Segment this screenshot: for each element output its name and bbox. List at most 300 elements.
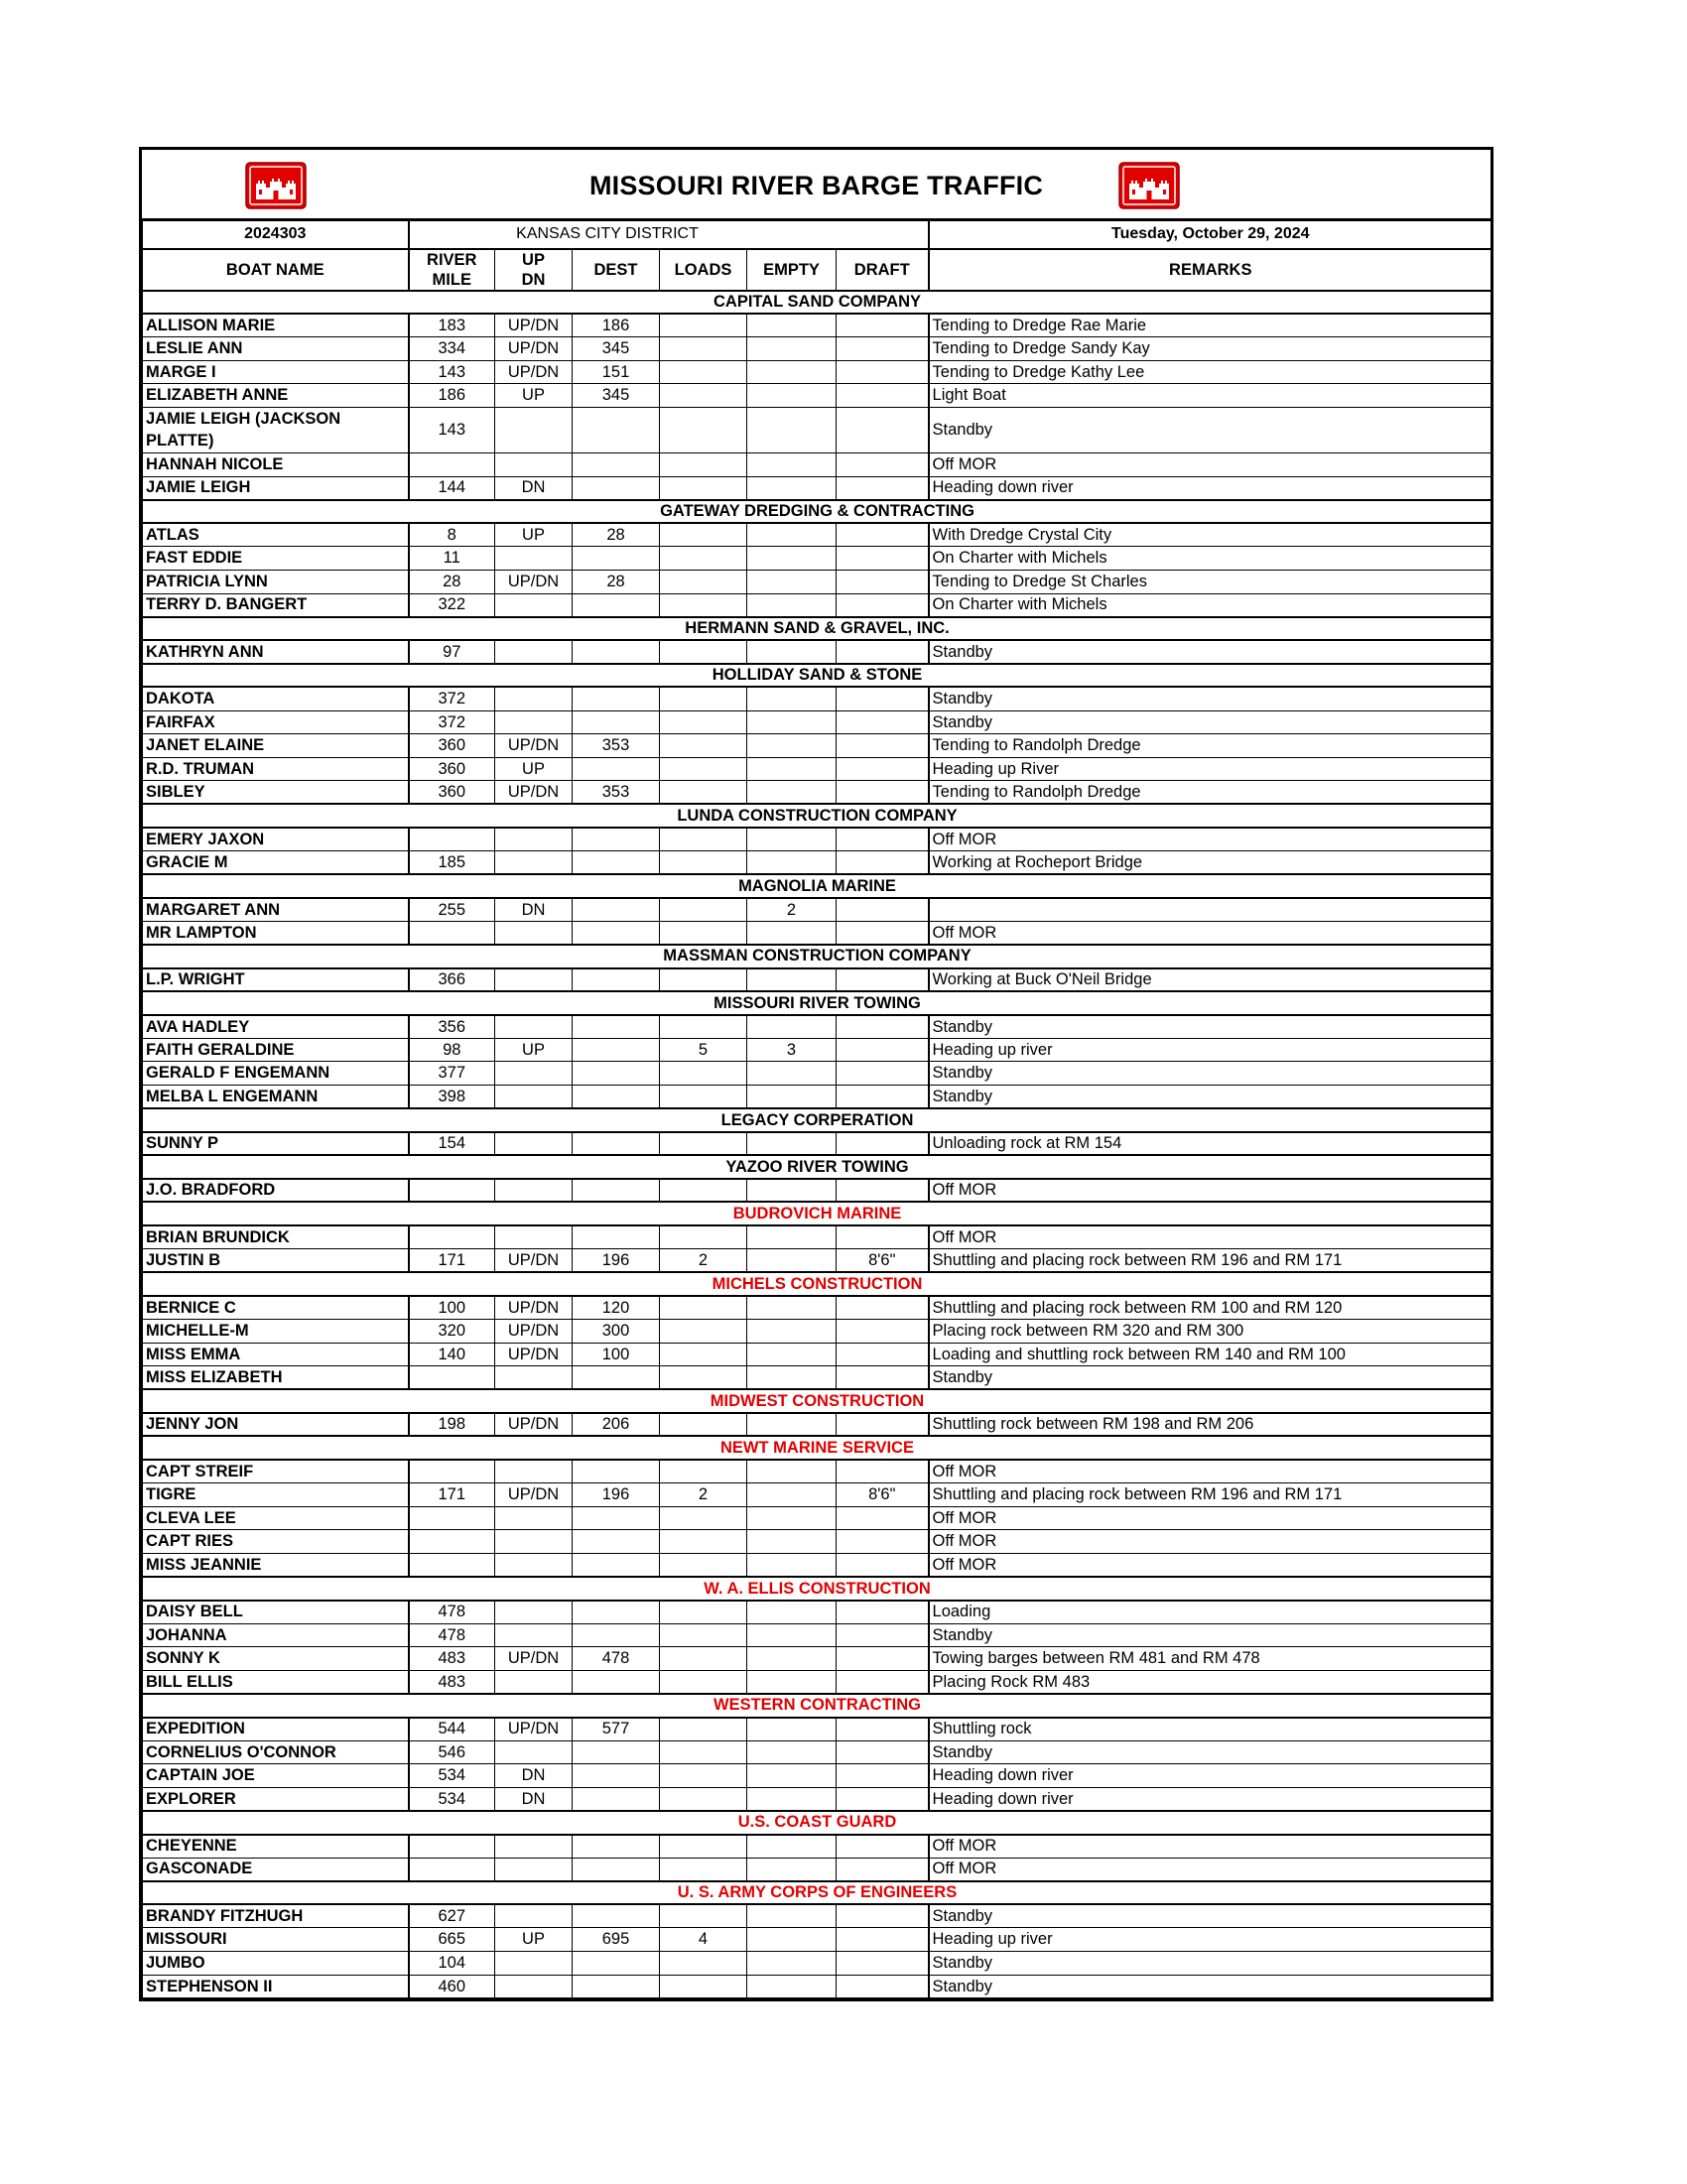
draft-cell [837,1319,929,1343]
loads-cell [660,1858,747,1881]
table-row [143,1086,1492,1109]
company-name: LUNDA CONSTRUCTION COMPANY [143,804,1492,828]
boat-name-cell: MISSOURI [143,1928,409,1952]
dest-cell [573,1038,660,1062]
up-dn-cell [495,1086,573,1109]
header-row [143,249,1492,291]
boat-name-cell: HANNAH NICOLE [143,452,409,476]
dest-cell [573,1086,660,1109]
loads-cell [660,968,747,992]
river-mile-cell: 144 [409,476,495,500]
empty-cell [747,1718,837,1741]
company-name: W. A. ELLIS CONSTRUCTION [143,1577,1492,1601]
district-name: KANSAS CITY DISTRICT [409,221,929,249]
loads-cell [660,314,747,337]
remarks-cell: Standby [929,1904,1492,1928]
draft-cell [837,1179,929,1203]
up-dn-cell [495,968,573,992]
up-dn-cell: UP/DN [495,1413,573,1437]
table-row [143,547,1492,571]
dest-cell [573,1506,660,1530]
loads-cell [660,710,747,734]
loads-cell [660,781,747,805]
dest-cell: 353 [573,781,660,805]
empty-cell [747,314,837,337]
empty-cell [747,781,837,805]
remarks-cell: Shuttling and placing rock between RM 100 and RM 120 [929,1296,1492,1320]
table-row [143,1740,1492,1764]
boat-name-cell: TIGRE [143,1483,409,1507]
dest-cell: 28 [573,570,660,593]
dest-cell [573,1132,660,1156]
company-header [143,1272,1492,1296]
info-row [143,221,1492,249]
remarks-cell: With Dredge Crystal City [929,523,1492,547]
boat-name-cell: FAITH GERALDINE [143,1038,409,1062]
up-dn-cell [495,828,573,851]
table-row [143,1764,1492,1788]
boat-rows [143,291,1492,1998]
boat-name-cell: GERALD F ENGEMANN [143,1062,409,1086]
empty-cell [747,1553,837,1577]
remarks-cell: Standby [929,1062,1492,1086]
up-dn-cell [495,1460,573,1483]
up-dn-cell [495,687,573,710]
castle-logo-icon [1118,162,1180,209]
remarks-cell: Standby [929,1951,1492,1975]
dest-cell [573,968,660,992]
table-row [143,898,1492,922]
loads-cell [660,734,747,758]
up-dn-cell [495,710,573,734]
table-row [143,1601,1492,1624]
empty-cell [747,1483,837,1507]
river-mile-cell: 534 [409,1787,495,1811]
empty-cell [747,1764,837,1788]
boat-name-cell: JANET ELAINE [143,734,409,758]
dest-cell [573,407,660,452]
empty-cell [747,407,837,452]
empty-cell [747,921,837,945]
draft-cell [837,1062,929,1086]
river-mile-cell [409,1179,495,1203]
draft-cell [837,570,929,593]
table-row [143,1015,1492,1039]
table-row [143,1787,1492,1811]
empty-cell [747,1413,837,1437]
loads-cell [660,757,747,781]
boat-name-cell: GRACIE M [143,851,409,875]
river-mile-cell: 100 [409,1296,495,1320]
river-mile-cell: 534 [409,1764,495,1788]
table-row [143,851,1492,875]
dest-cell: 353 [573,734,660,758]
loads-cell [660,1343,747,1366]
report-id: 2024303 [143,221,409,249]
up-dn-cell [495,1179,573,1203]
loads-cell [660,1647,747,1671]
loads-cell [660,1413,747,1437]
table-row [143,1506,1492,1530]
dest-cell [573,757,660,781]
table-row [143,1483,1492,1507]
draft-cell [837,337,929,361]
river-mile-cell: 185 [409,851,495,875]
draft-cell [837,710,929,734]
dest-cell [573,1062,660,1086]
boat-name-cell: MISS ELIZABETH [143,1366,409,1390]
company-header [143,1811,1492,1835]
empty-cell [747,757,837,781]
dest-cell [573,547,660,571]
up-dn-cell [495,1601,573,1624]
river-mile-cell: 398 [409,1086,495,1109]
dest-cell [573,593,660,617]
up-dn-cell: UP [495,1928,573,1952]
up-dn-cell [495,1835,573,1859]
dest-cell: 300 [573,1319,660,1343]
up-dn-cell: UP [495,384,573,408]
company-name: MICHELS CONSTRUCTION [143,1272,1492,1296]
loads-cell [660,921,747,945]
company-header [143,945,1492,968]
empty-cell [747,1132,837,1156]
header-empty: EMPTY [747,249,837,291]
up-dn-cell [495,1132,573,1156]
company-name: HOLLIDAY SAND & STONE [143,664,1492,688]
empty-cell [747,687,837,710]
remarks-cell: Off MOR [929,1225,1492,1249]
up-dn-cell: UP/DN [495,337,573,361]
empty-cell [747,523,837,547]
draft-cell [837,921,929,945]
table-row [143,687,1492,710]
loads-cell: 2 [660,1483,747,1507]
company-header [143,1389,1492,1413]
boat-name-cell: FAIRFAX [143,710,409,734]
empty-cell [747,734,837,758]
up-dn-cell: DN [495,898,573,922]
draft-cell [837,687,929,710]
dest-cell [573,1530,660,1554]
remarks-cell: Placing rock between RM 320 and RM 300 [929,1319,1492,1343]
boat-name-cell: CHEYENNE [143,1835,409,1859]
draft-cell [837,593,929,617]
river-mile-cell: 183 [409,314,495,337]
up-dn-cell: UP/DN [495,1249,573,1273]
dest-cell [573,1015,660,1039]
table-row [143,1062,1492,1086]
river-mile-cell [409,1506,495,1530]
boat-name-cell: JENNY JON [143,1413,409,1437]
company-header [143,1202,1492,1225]
table-row [143,570,1492,593]
empty-cell [747,851,837,875]
dest-cell [573,1904,660,1928]
page-title: MISSOURI RIVER BARGE TRAFFIC [588,171,1044,200]
remarks-cell: Towing barges between RM 481 and RM 478 [929,1647,1492,1671]
dest-cell [573,452,660,476]
company-header [143,804,1492,828]
loads-cell [660,570,747,593]
empty-cell [747,593,837,617]
empty-cell [747,640,837,664]
table-row [143,1951,1492,1975]
river-mile-cell: 171 [409,1483,495,1507]
loads-cell [660,851,747,875]
draft-cell [837,640,929,664]
header-dest: DEST [573,249,660,291]
draft-cell [837,1225,929,1249]
dest-cell [573,1460,660,1483]
remarks-cell: Standby [929,1366,1492,1390]
draft-cell [837,523,929,547]
dest-cell: 695 [573,1928,660,1952]
remarks-cell: Heading up river [929,1038,1492,1062]
table-row [143,1413,1492,1437]
boat-name-cell: JAMIE LEIGH (JACKSON PLATTE) [143,407,409,452]
loads-cell [660,1787,747,1811]
header-up-dn: UP DN [495,249,573,291]
empty-cell [747,1623,837,1647]
loads-cell [660,1764,747,1788]
table-row [143,1132,1492,1156]
dest-cell [573,1740,660,1764]
river-mile-cell: 372 [409,710,495,734]
table-row [143,1647,1492,1671]
draft-cell [837,1530,929,1554]
boat-name-cell: BILL ELLIS [143,1670,409,1694]
up-dn-cell [495,1740,573,1764]
empty-cell [747,1062,837,1086]
draft-cell [837,1132,929,1156]
remarks-cell: Off MOR [929,1179,1492,1203]
table-row [143,734,1492,758]
company-name: U.S. COAST GUARD [143,1811,1492,1835]
empty-cell [747,547,837,571]
dest-cell [573,710,660,734]
boat-name-cell: STEPHENSON II [143,1975,409,1998]
draft-cell [837,1413,929,1437]
remarks-cell: Shuttling rock [929,1718,1492,1741]
draft-cell [837,476,929,500]
up-dn-cell [495,1530,573,1554]
company-name: CAPITAL SAND COMPANY [143,291,1492,315]
dest-cell: 120 [573,1296,660,1320]
header-river-mile: RIVER MILE [409,249,495,291]
company-header [143,1881,1492,1905]
empty-cell [747,1366,837,1390]
loads-cell [660,1975,747,1998]
up-dn-cell: UP/DN [495,734,573,758]
table-row [143,337,1492,361]
company-name: NEWT MARINE SERVICE [143,1436,1492,1460]
boat-name-cell: R.D. TRUMAN [143,757,409,781]
dest-cell [573,1553,660,1577]
dest-cell [573,1764,660,1788]
loads-cell [660,1366,747,1390]
remarks-cell: Shuttling and placing rock between RM 196 and RM 171 [929,1249,1492,1273]
draft-cell [837,1366,929,1390]
river-mile-cell: 665 [409,1928,495,1952]
empty-cell: 2 [747,898,837,922]
company-name: WESTERN CONTRACTING [143,1694,1492,1718]
up-dn-cell [495,1858,573,1881]
table-row [143,452,1492,476]
report-date: Tuesday, October 29, 2024 [929,221,1492,249]
boat-name-cell: GASCONADE [143,1858,409,1881]
remarks-cell: Standby [929,1975,1492,1998]
remarks-cell: Tending to Dredge Rae Marie [929,314,1492,337]
dest-cell [573,1670,660,1694]
up-dn-cell: UP [495,757,573,781]
boat-name-cell: SONNY K [143,1647,409,1671]
river-mile-cell: 186 [409,384,495,408]
river-mile-cell: 11 [409,547,495,571]
empty-cell [747,1530,837,1554]
boat-name-cell: SIBLEY [143,781,409,805]
draft-cell [837,1015,929,1039]
up-dn-cell [495,1904,573,1928]
up-dn-cell [495,1951,573,1975]
dest-cell [573,1858,660,1881]
river-mile-cell [409,1460,495,1483]
river-mile-cell: 28 [409,570,495,593]
remarks-cell: Standby [929,407,1492,452]
loads-cell [660,1179,747,1203]
up-dn-cell [495,547,573,571]
loads-cell: 2 [660,1249,747,1273]
empty-cell [747,1225,837,1249]
dest-cell [573,1787,660,1811]
loads-cell [660,1740,747,1764]
loads-cell [660,828,747,851]
company-header [143,664,1492,688]
up-dn-cell [495,1062,573,1086]
empty-cell [747,1319,837,1343]
up-dn-cell: UP/DN [495,1343,573,1366]
draft-cell [837,898,929,922]
up-dn-cell: UP/DN [495,570,573,593]
table-row [143,314,1492,337]
remarks-cell: Standby [929,1623,1492,1647]
boat-name-cell: AVA HADLEY [143,1015,409,1039]
company-name: LEGACY CORPERATION [143,1108,1492,1132]
remarks-cell: Off MOR [929,452,1492,476]
boat-name-cell: FAST EDDIE [143,547,409,571]
draft-cell [837,1787,929,1811]
table-row [143,1858,1492,1881]
company-name: MAGNOLIA MARINE [143,874,1492,898]
remarks-cell: Off MOR [929,1506,1492,1530]
draft-cell [837,1904,929,1928]
river-mile-cell: 377 [409,1062,495,1086]
draft-cell [837,1718,929,1741]
boat-name-cell: PATRICIA LYNN [143,570,409,593]
table-row [143,384,1492,408]
remarks-cell: On Charter with Michels [929,593,1492,617]
header-remarks: REMARKS [929,249,1492,291]
company-name: MISSOURI RIVER TOWING [143,991,1492,1015]
boat-name-cell: KATHRYN ANN [143,640,409,664]
dest-cell: 345 [573,384,660,408]
boat-name-cell: MISS EMMA [143,1343,409,1366]
dest-cell: 345 [573,337,660,361]
up-dn-cell [495,1366,573,1390]
empty-cell [747,1086,837,1109]
draft-cell [837,1460,929,1483]
river-mile-cell: 154 [409,1132,495,1156]
boat-name-cell: MARGARET ANN [143,898,409,922]
table-row [143,1928,1492,1952]
river-mile-cell: 483 [409,1647,495,1671]
company-header [143,1155,1492,1179]
river-mile-cell [409,452,495,476]
table-row [143,1623,1492,1647]
river-mile-cell: 627 [409,1904,495,1928]
company-name: GATEWAY DREDGING & CONTRACTING [143,500,1492,524]
up-dn-cell [495,1506,573,1530]
up-dn-cell: UP [495,1038,573,1062]
boat-name-cell: TERRY D. BANGERT [143,593,409,617]
remarks-cell: Off MOR [929,1858,1492,1881]
boat-name-cell: CLEVA LEE [143,1506,409,1530]
boat-name-cell: MR LAMPTON [143,921,409,945]
table-row [143,781,1492,805]
boat-name-cell: ATLAS [143,523,409,547]
remarks-cell: Standby [929,1015,1492,1039]
table-row [143,1975,1492,1998]
boat-name-cell: CAPT RIES [143,1530,409,1554]
boat-name-cell: JAMIE LEIGH [143,476,409,500]
dest-cell [573,1366,660,1390]
loads-cell [660,337,747,361]
remarks-cell: Standby [929,710,1492,734]
empty-cell [747,1740,837,1764]
up-dn-cell [495,1623,573,1647]
table-row [143,968,1492,992]
river-mile-cell: 546 [409,1740,495,1764]
empty-cell [747,337,837,361]
river-mile-cell: 320 [409,1319,495,1343]
up-dn-cell [495,593,573,617]
title-row [142,150,1491,220]
remarks-cell: Loading [929,1601,1492,1624]
river-mile-cell [409,1366,495,1390]
draft-cell [837,1553,929,1577]
loads-cell [660,1296,747,1320]
loads-cell [660,1225,747,1249]
up-dn-cell: DN [495,1787,573,1811]
empty-cell [747,1015,837,1039]
table-row [143,1835,1492,1859]
remarks-cell: Loading and shuttling rock between RM 140 and RM 100 [929,1343,1492,1366]
up-dn-cell: UP/DN [495,1718,573,1741]
loads-cell [660,1904,747,1928]
loads-cell [660,1506,747,1530]
up-dn-cell: UP/DN [495,1296,573,1320]
remarks-cell: Tending to Randolph Dredge [929,734,1492,758]
loads-cell [660,384,747,408]
dest-cell: 151 [573,360,660,384]
table-row [143,1718,1492,1741]
loads-cell [660,523,747,547]
company-name: BUDROVICH MARINE [143,1202,1492,1225]
company-header [143,1577,1492,1601]
river-mile-cell: 360 [409,757,495,781]
up-dn-cell: UP/DN [495,360,573,384]
table-row [143,1553,1492,1577]
